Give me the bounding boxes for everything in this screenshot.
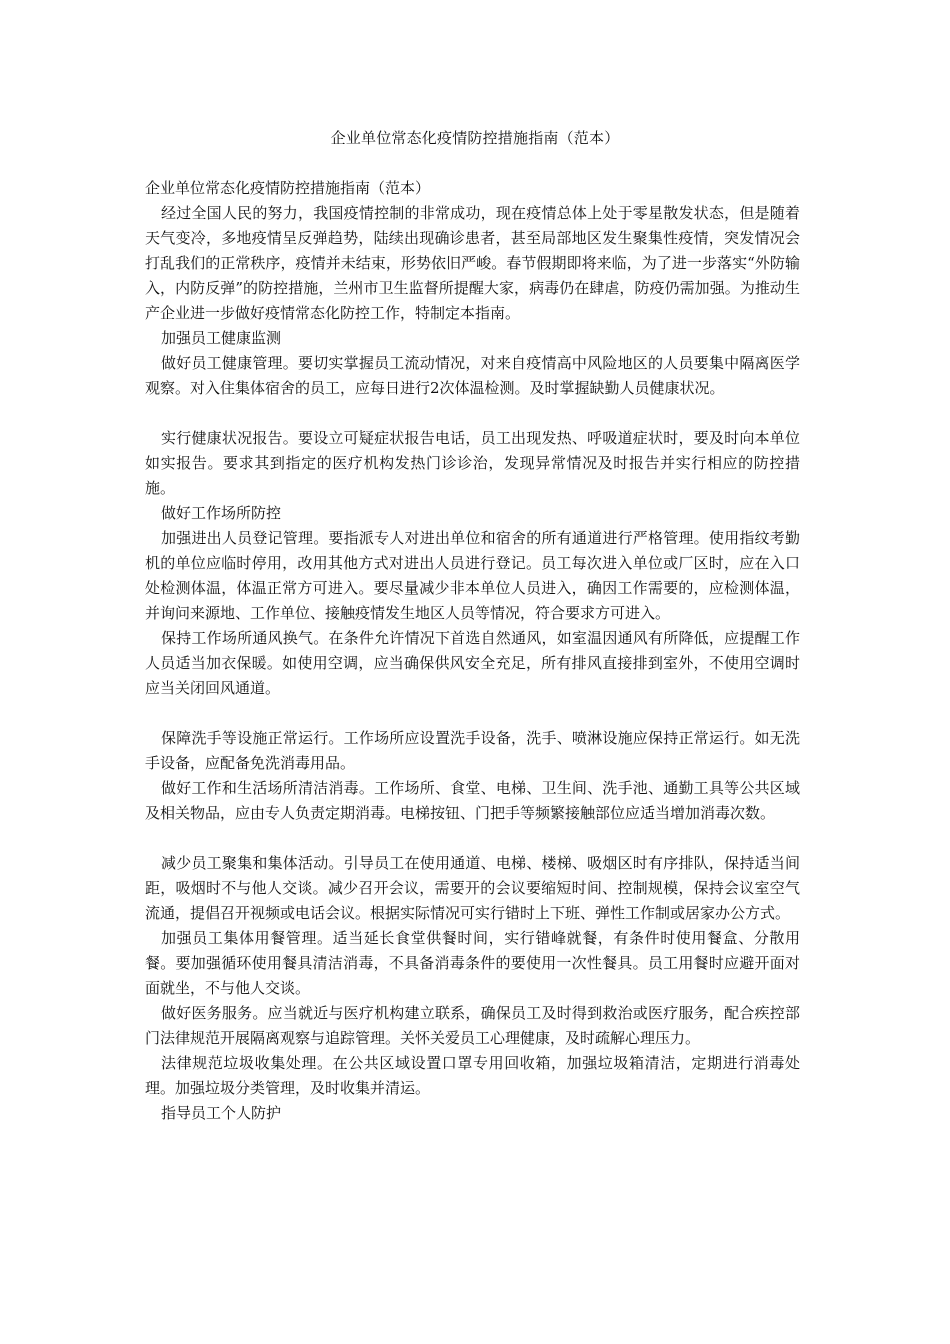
paragraph-dining: 加强员工集体用餐管理。适当延长食堂供餐时间，实行错峰就餐，有条件时使用餐盒、分散用餐。要加强循环使用餐具清洁消毒，不具备消毒条件的要使用一次性餐具。员工用餐时应避开面对面就坐，不与他人交谈。 [145, 929, 800, 997]
section-heading-workplace: 做好工作场所防控 [161, 504, 282, 522]
body-heading: 企业单位常态化疫情防控措施指南（范本） [145, 179, 431, 197]
blank-line [145, 701, 800, 726]
paragraph-ventilation: 保持工作场所通风换气。在条件允许情况下首选自然通风，如室温因通风有所降低，应提醒工作人员适当加衣保暖。如使用空调，应当确保供风安全充足，所有排风直接排到室外，不使用空调时应当关闭回风通道。 [145, 629, 800, 697]
section-heading-health-monitoring: 加强员工健康监测 [161, 329, 282, 347]
paragraph-handwashing: 保障洗手等设施正常运行。工作场所应设置洗手设备，洗手、喷淋设施应保持正常运行。如无洗手设备，应配备免洗消毒用品。 [145, 729, 800, 772]
paragraph-health-reporting: 实行健康状况报告。要设立可疑症状报告电话，员工出现发热、呼吸道症状时，要及时向本单位如实报告。要求其到指定的医疗机构发热门诊诊治，发现异常情况及时报告并实行相应的防控措施。 [145, 429, 800, 497]
intro-paragraph: 经过全国人民的努力，我国疫情控制的非常成功，现在疫情总体上处于零星散发状态，但是随着天气变冷，多地疫情呈反弹趋势，陆续出现确诊患者，甚至局部地区发生聚集性疫情，突发情况会打乱我们的正常秩序，疫情并未结束，形势依旧严峻。春节假期即将来临，为了进一步落实“外防输入，内防反弹”的防控措施，兰州市卫生监督所提醒大家，病毒仍在肆虐，防疫仍需加强。为推动生产企业进一步做好疫情常态化防控工作，特制定本指南。 [145, 204, 800, 322]
paragraph-health-management: 做好员工健康管理。要切实掌握员工流动情况，对来自疫情高中风险地区的人员要集中隔离医学观察。对入住集体宿舍的员工，应每日进行2次体温检测。及时掌握缺勤人员健康状况。 [145, 354, 800, 397]
section-heading-personal-protection: 指导员工个人防护 [161, 1104, 282, 1122]
paragraph-garbage: 法律规范垃圾收集处理。在公共区域设置口罩专用回收箱，加强垃圾箱清洁，定期进行消毒处理。加强垃圾分类管理，及时收集并清运。 [145, 1054, 800, 1097]
paragraph-entry-registration: 加强进出人员登记管理。要指派专人对进出单位和宿舍的所有通道进行严格管理。使用指纹考勤机的单位应临时停用，改用其他方式对进出人员进行登记。员工每次进入单位或厂区时，应在入口处检测体温，体温正常方可进入。要尽量减少非本单位人员进入，确因工作需要的，应检测体温，并询问来源地、工作单位、接触疫情发生地区人员等情况，符合要求方可进入。 [145, 529, 800, 622]
paragraph-reduce-gathering: 减少员工聚集和集体活动。引导员工在使用通道、电梯、楼梯、吸烟区时有序排队，保持适当间距，吸烟时不与他人交谈。减少召开会议，需要开的会议要缩短时间、控制规模，保持会议室空气流通，提倡召开视频或电话会议。根据实际情况可实行错时上下班、弹性工作制或居家办公方式。 [145, 854, 800, 922]
document-title: 企业单位常态化疫情防控措施指南（范本） [330, 129, 620, 147]
paragraph-medical-service: 做好医务服务。应当就近与医疗机构建立联系，确保员工及时得到救治或医疗服务，配合疾控部门法律规范开展隔离观察与追踪管理。关怀关爱员工心理健康，及时疏解心理压力。 [145, 1004, 800, 1047]
paragraph-disinfection: 做好工作和生活场所清洁消毒。工作场所、食堂、电梯、卫生间、洗手池、通勤工具等公共区域及相关物品，应由专人负责定期消毒。电梯按钮、门把手等频繁接触部位应适当增加消毒次数。 [145, 779, 800, 822]
blank-line [145, 826, 800, 851]
blank-line [145, 401, 800, 426]
document-body [145, 176, 800, 1126]
